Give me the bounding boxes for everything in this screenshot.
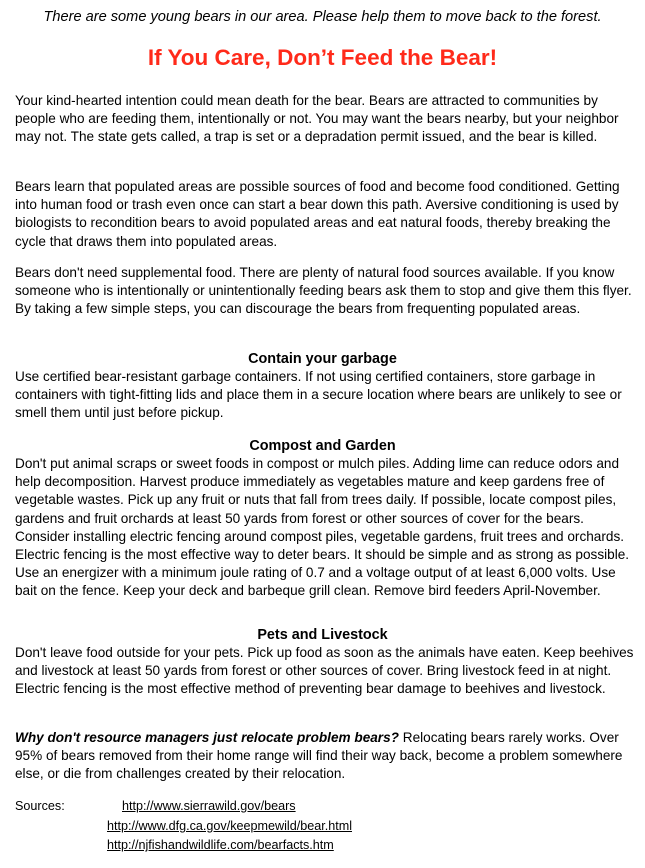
heading-contain-garbage: Contain your garbage: [248, 351, 397, 367]
paragraph-relocation: [15, 729, 640, 784]
relocation-question: Why don't resource managers just relocate problem bears?: [15, 730, 399, 745]
sources-label: Sources:: [15, 799, 65, 813]
paragraph-food-conditioned: Bears learn that populated areas are possible sources of food and become food conditioned. Getting into human food or trash even once can start a bear down this path. Aversive conditioning is used by biologists to recondition bears to avoid populated areas and eat natural foods, thereby breaking the cycle that draws them into populated areas.: [15, 179, 620, 249]
section-body-compost: Don't put animal scraps or sweet foods in compost or mulch piles. Adding lime can reduce odors and help decomposition. Harvest produce immediately as vegetables mature and keep gardens free of vegetable wastes. Pick up any fruit or nuts that fall from trees daily. If possible, locate compost piles, gardens and fruit orchards at least 50 yards from forest or other sources of cover for the bears. Consider installing electric fencing around compost piles, vegetable gardens, fruit trees and orchards. Electric fencing is the most effective way to deter bears. It should be simple and as strong as possible. Use an energizer with a minimum joule rating of 0.7 and a voltage output of at least 6,000 volts. Use bait on the fence. Keep your deck and barbeque grill clean. Remove bird feeders April-November.: [15, 456, 630, 599]
relocation-answer: Relocating bears rarely works. Over 95% of bears removed from their home range will find their way back, become a problem somewhere else, or die from challenges created by their relocation.: [15, 730, 623, 782]
intro-line: There are some young bears in our area. Please help them to move back to the forest.: [43, 9, 602, 25]
source-link-dfg[interactable]: http://www.dfg.ca.gov/keepmewild/bear.html: [107, 819, 352, 833]
heading-compost-garden: Compost and Garden: [249, 438, 396, 454]
section-body-pets: Don't leave food outside for your pets. Pick up food as soon as the animals have eaten. Keep beehives and livestock at least 50 yards from forest or other sources of cover. Bring livestock feed in at night. Electric fencing is the most effective method of preventing bear damage to beehives and livestock.: [15, 645, 634, 697]
heading-pets-livestock: Pets and Livestock: [257, 627, 388, 643]
flyer-title: If You Care, Don’t Feed the Bear!: [147, 45, 498, 70]
source-link-njfishandwildlife[interactable]: http://njfishandwildlife.com/bearfacts.htm: [107, 838, 334, 852]
paragraph-intention: Your kind-hearted intention could mean death for the bear. Bears are attracted to communities by people who are feeding them, intentionally or not. You may want the bears nearby, but your neighbor may not. The state gets called, a trap is set or a depradation permit issued, and the bear is killed.: [15, 93, 619, 145]
paragraph-supplemental-food: Bears don't need supplemental food. There are plenty of natural food sources available. If you know someone who is intentionally or unintentionally feeding bears ask them to stop and give them this flyer. By taking a few simple steps, you can discourage the bears from frequenting populated areas.: [15, 265, 632, 317]
section-body-garbage: Use certified bear-resistant garbage containers. If not using certified containers, store garbage in containers with tight-fitting lids and place them in a secure location where bears are unlikely to see or smell them until just before pickup.: [15, 369, 622, 421]
source-link-sierrawild[interactable]: http://www.sierrawild.gov/bears: [122, 799, 296, 813]
